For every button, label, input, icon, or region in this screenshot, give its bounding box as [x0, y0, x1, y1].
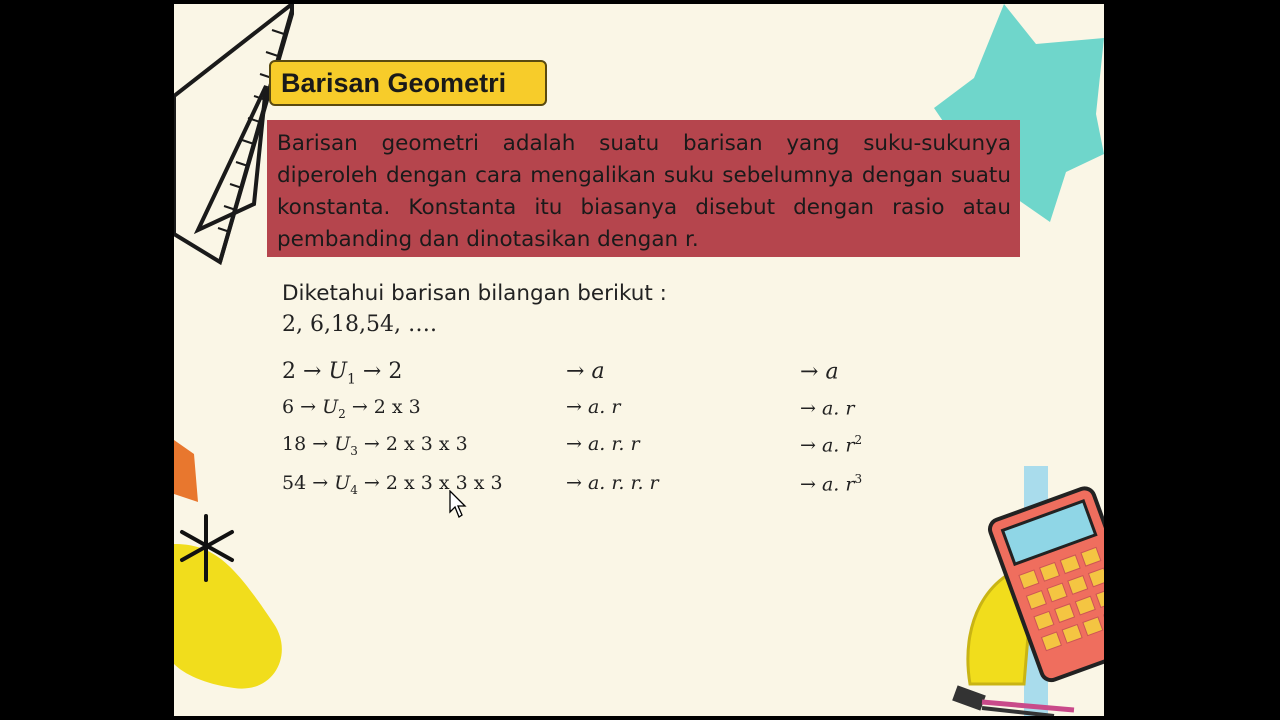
- slide-title: Barisan Geometri: [281, 67, 507, 98]
- definition-text: Barisan geometri adalah suatu barisan yang suku-sukunya diperoleh dengan cara mengalikan suku sebelumnya dengan suatu konstanta. Konstanta itu biasanya disebut dengan rasio atau pembanding dan dinotasikan dengan r.: [277, 131, 1011, 252]
- intro-text: Diketahui barisan bilangan berikut :: [282, 281, 667, 306]
- compass-icon: [952, 685, 1074, 716]
- title-box: [269, 60, 547, 106]
- power-cell: → a. $r^2$: [800, 433, 863, 457]
- orange-shape: [174, 440, 198, 502]
- expand-cell: → a. r. r. r: [566, 472, 659, 494]
- power-cell: → a. $r^3$: [800, 472, 863, 496]
- term-cell: $6 \to U_2 \to 2$ x 3: [282, 396, 421, 421]
- definition-box: [267, 120, 1020, 257]
- expand-cell: → a: [566, 359, 605, 384]
- expand-cell: → a. r: [566, 396, 621, 418]
- power-cell: → a: [800, 359, 839, 385]
- sequence-text: 2, 6,18,54, ….: [282, 312, 437, 337]
- term-cell: $18 \to U_3 \to 2$ x 3 x 3: [282, 433, 468, 458]
- term-cell: $2 \to U_1 \to 2$: [282, 359, 403, 388]
- power-cell: → a. r: [800, 397, 855, 420]
- term-cell: $54 \to U_4 \to 2$ x 3 x 3 x 3: [282, 472, 503, 497]
- yellow-shape: [174, 544, 282, 689]
- expand-cell: → a. r. r: [566, 433, 640, 455]
- mouse-cursor-icon: [449, 490, 469, 520]
- slide: [174, 4, 1104, 716]
